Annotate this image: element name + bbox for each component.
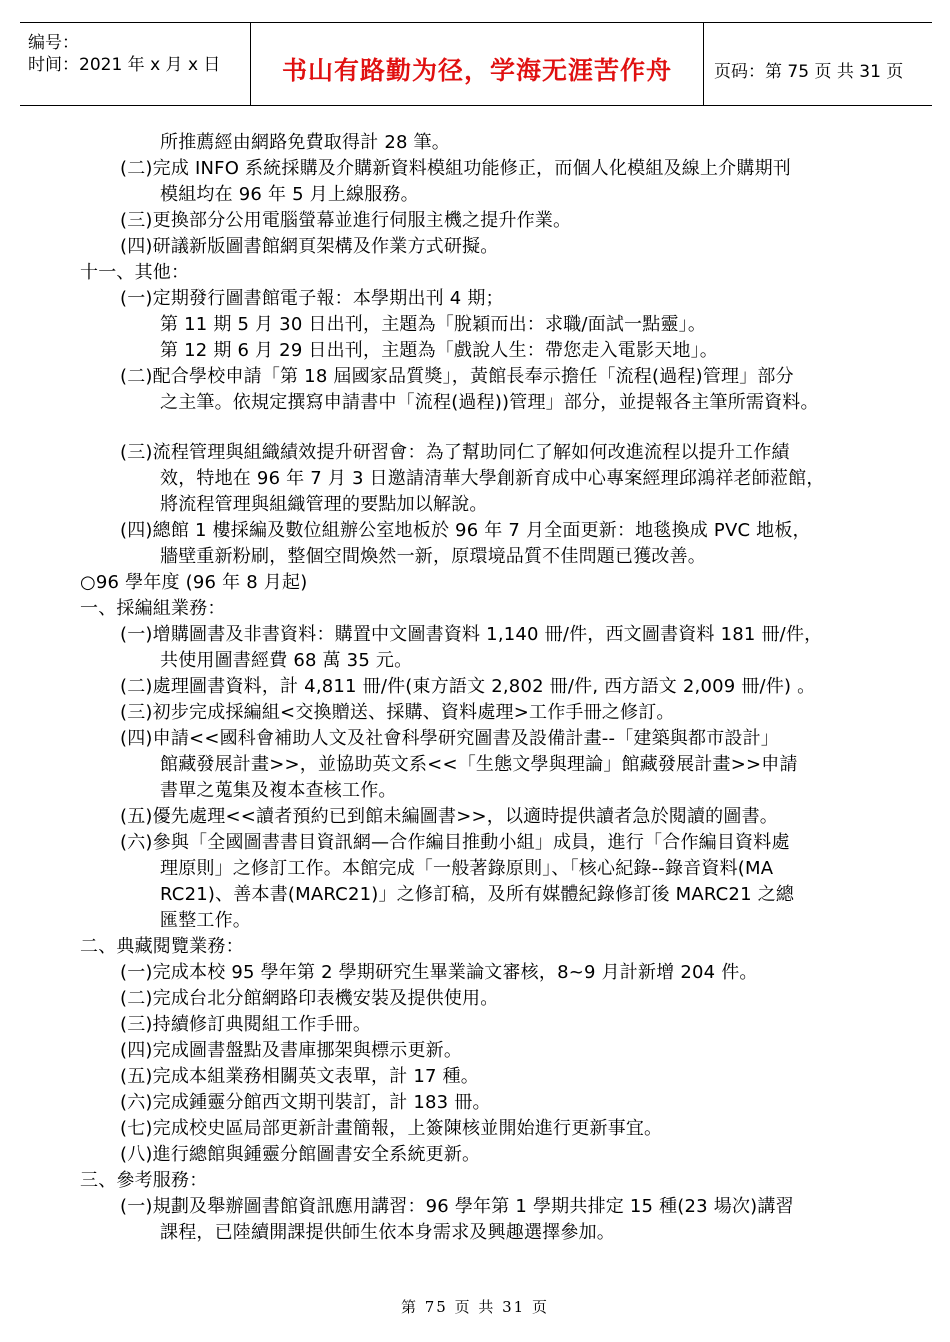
text-line: 匯整工作。 xyxy=(160,910,251,931)
text-line: (四)申請<<國科會補助人文及社會科學研究圖書及設備計畫--「建築與都市設計」 xyxy=(120,728,779,749)
page-footer: 第 75 页 共 31 页 xyxy=(400,1298,549,1316)
text-line: (二)處理圖書資料，計 4,811 冊/件(東方語文 2,802 冊/件, 西方語文 2,009 冊/件) 。 xyxy=(120,676,816,697)
text-line: (一)完成本校 95 學年第 2 學期研究生畢業論文審核，8~9 月計新增 204 件。 xyxy=(120,962,758,983)
text-line: (二)完成 INFO 系統採購及介購新資料模組功能修正，而個人化模組及線上介購期刊 xyxy=(120,158,791,179)
text-line: 效，特地在 96 年 7 月 3 日邀請清華大學創新育成中心專案經理邱鴻祥老師蒞館， xyxy=(160,468,825,489)
text-line: 將流程管理與組織管理的要點加以解說。 xyxy=(160,494,488,515)
text-line: 理原則」之修訂工作。本館完成「一般著錄原則」、「核心紀錄--錄音資料(MA xyxy=(160,858,774,879)
text-line: (四)總館 1 樓採編及數位組辦公室地板於 96 年 7 月全面更新：地毯換成 PVC 地板， xyxy=(120,520,811,541)
section-heading: 二、典藏閱覽業務： xyxy=(80,936,244,957)
text-line: (六)參與「全國圖書書目資訊網—合作編目推動小組」成員，進行「合作編目資料處 xyxy=(120,832,790,853)
section-heading: 一、採編組業務： xyxy=(80,598,226,619)
text-line: (三)初步完成採編組<交換贈送、採購、資料處理>工作手冊之修訂。 xyxy=(120,702,675,723)
text-line: 書單之蒐集及複本查核工作。 xyxy=(160,780,397,801)
text-line: (三)持續修訂典閱組工作手冊。 xyxy=(120,1014,372,1035)
text-line: (五)完成本組業務相關英文表單，計 17 種。 xyxy=(120,1066,479,1087)
section-heading: 十一、其他： xyxy=(80,262,190,283)
text-line: (三)流程管理與組織績效提升研習會：為了幫助同仁了解如何改進流程以提升工作績 xyxy=(120,442,790,463)
text-line: 共使用圖書經費 68 萬 35 元。 xyxy=(160,650,413,671)
header-motto: 书山有路勤为径，学海无涯苦作舟 xyxy=(281,56,672,85)
text-line: (八)進行總館與鍾靈分館圖書安全系統更新。 xyxy=(120,1144,481,1165)
text-line: 模組均在 96 年 5 月上線服務。 xyxy=(160,184,419,205)
header-page-code: 页码：第 75 页 共 31 页 xyxy=(714,62,904,82)
text-line: 課程，已陸續開課提供師生依本身需求及興趣選擇參加。 xyxy=(160,1222,615,1243)
text-line: 之主筆。依規定撰寫申請書中「流程(過程))管理」部分，並提報各主筆所需資料。 xyxy=(160,392,819,413)
text-line: 第 12 期 6 月 29 日出刊，主題為「戲說人生：帶您走入電影天地」。 xyxy=(160,340,718,361)
text-line: (五)優先處理<<讀者預約已到館未編圖書>>，以適時提供讀者急於閱讀的圖書。 xyxy=(120,806,778,827)
text-line: (一)定期發行圖書館電子報：本學期出刊 4 期； xyxy=(120,288,504,309)
text-line: 牆壁重新粉刷，整個空間煥然一新，原環境品質不佳問題已獲改善。 xyxy=(160,546,706,567)
text-line: (二)完成台北分館網路印表機安裝及提供使用。 xyxy=(120,988,499,1009)
text-line: (三)更換部分公用電腦螢幕並進行伺服主機之提升作業。 xyxy=(120,210,572,231)
section-heading: 三、參考服務： xyxy=(80,1170,208,1191)
text-line: (二)配合學校申請「第 18 屆國家品質獎」，黃館長奉示擔任「流程(過程)管理」部分 xyxy=(120,366,794,387)
text-line: 館藏發展計畫>>，並協助英文系<<「生態文學與理論」館藏發展計畫>>申請 xyxy=(160,754,798,775)
text-line: (一)規劃及舉辦圖書館資訊應用講習：96 學年第 1 學期共排定 15 種(23 場次)講習 xyxy=(120,1196,794,1217)
text-line: (七)完成校史區局部更新計畫簡報，上簽陳核並開始進行更新事宜。 xyxy=(120,1118,663,1139)
text-line: (四)研議新版圖書館網頁架構及作業方式研擬。 xyxy=(120,236,499,257)
time-label: 时间：2021 年 x 月 x 日 xyxy=(28,55,221,75)
text-line: 所推薦經由網路免費取得計 28 筆。 xyxy=(160,132,450,153)
text-line: RC21)、善本書(MARC21)」之修訂稿，及所有媒體紀錄修訂後 MARC21 之總 xyxy=(160,884,795,905)
text-line: 第 11 期 5 月 30 日出刊，主題為「脫穎而出：求職/面試一點靈」。 xyxy=(160,314,707,335)
text-line: (六)完成鍾靈分館西文期刊裝訂，計 183 冊。 xyxy=(120,1092,491,1113)
text-line: (一)增購圖書及非書資料：購置中文圖書資料 1,140 冊/件，西文圖書資料 181 冊/件， xyxy=(120,624,823,645)
number-label: 编号： xyxy=(28,33,79,53)
section-heading: ○96 學年度 (96 年 8 月起) xyxy=(80,572,308,593)
text-line: (四)完成圖書盤點及書庫挪架與標示更新。 xyxy=(120,1040,463,1061)
